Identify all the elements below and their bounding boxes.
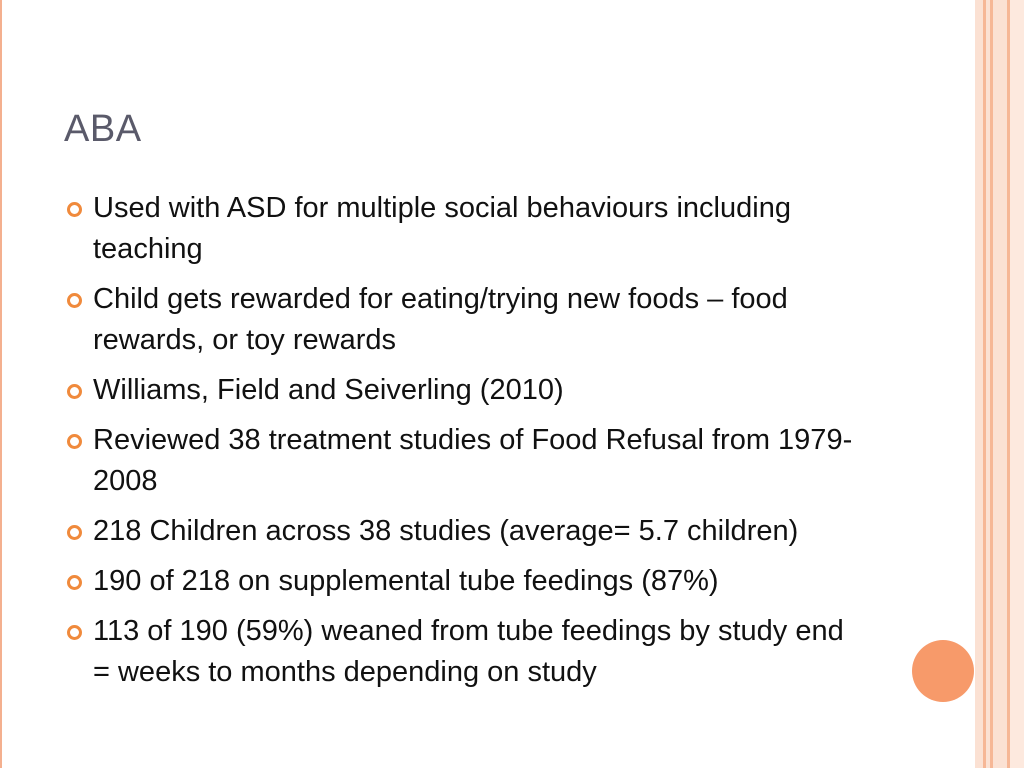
left-border-line <box>0 0 2 768</box>
bullet-item <box>64 188 864 270</box>
bullet-text: 218 Children across 38 studies (average= 5.7 children) <box>93 515 799 547</box>
bullet-text: 190 of 218 on supplemental tube feedings (87%) <box>93 565 719 597</box>
bullet-text: 113 of 190 (59%) weaned from tube feedings by study end = weeks to months depending on study <box>93 615 844 688</box>
slide-title: ABA <box>64 108 142 150</box>
bullet-text: Used with ASD for multiple social behaviours including teaching <box>93 192 791 265</box>
right-decorative-stripe <box>1010 0 1024 768</box>
bullet-circle-icon <box>67 384 82 399</box>
bullet-circle-icon <box>67 525 82 540</box>
right-decorative-stripe <box>993 0 1007 768</box>
bullet-item <box>64 279 864 361</box>
bullet-item <box>64 420 864 502</box>
bullet-circle-icon <box>67 434 82 449</box>
bullet-item <box>64 511 864 552</box>
bullet-text: Child gets rewarded for eating/trying new foods – food rewards, or toy rewards <box>93 283 788 356</box>
bullet-item <box>64 611 864 693</box>
decorative-circle <box>912 640 974 702</box>
bullet-circle-icon <box>67 202 82 217</box>
bullet-list <box>64 188 864 702</box>
bullet-text: Williams, Field and Seiverling (2010) <box>93 374 564 406</box>
bullet-item <box>64 370 864 411</box>
bullet-text: Reviewed 38 treatment studies of Food Refusal from 1979-2008 <box>93 424 853 497</box>
bullet-circle-icon <box>67 575 82 590</box>
bullet-item <box>64 561 864 602</box>
bullet-circle-icon <box>67 625 82 640</box>
bullet-circle-icon <box>67 293 82 308</box>
right-decorative-stripe <box>975 0 983 768</box>
